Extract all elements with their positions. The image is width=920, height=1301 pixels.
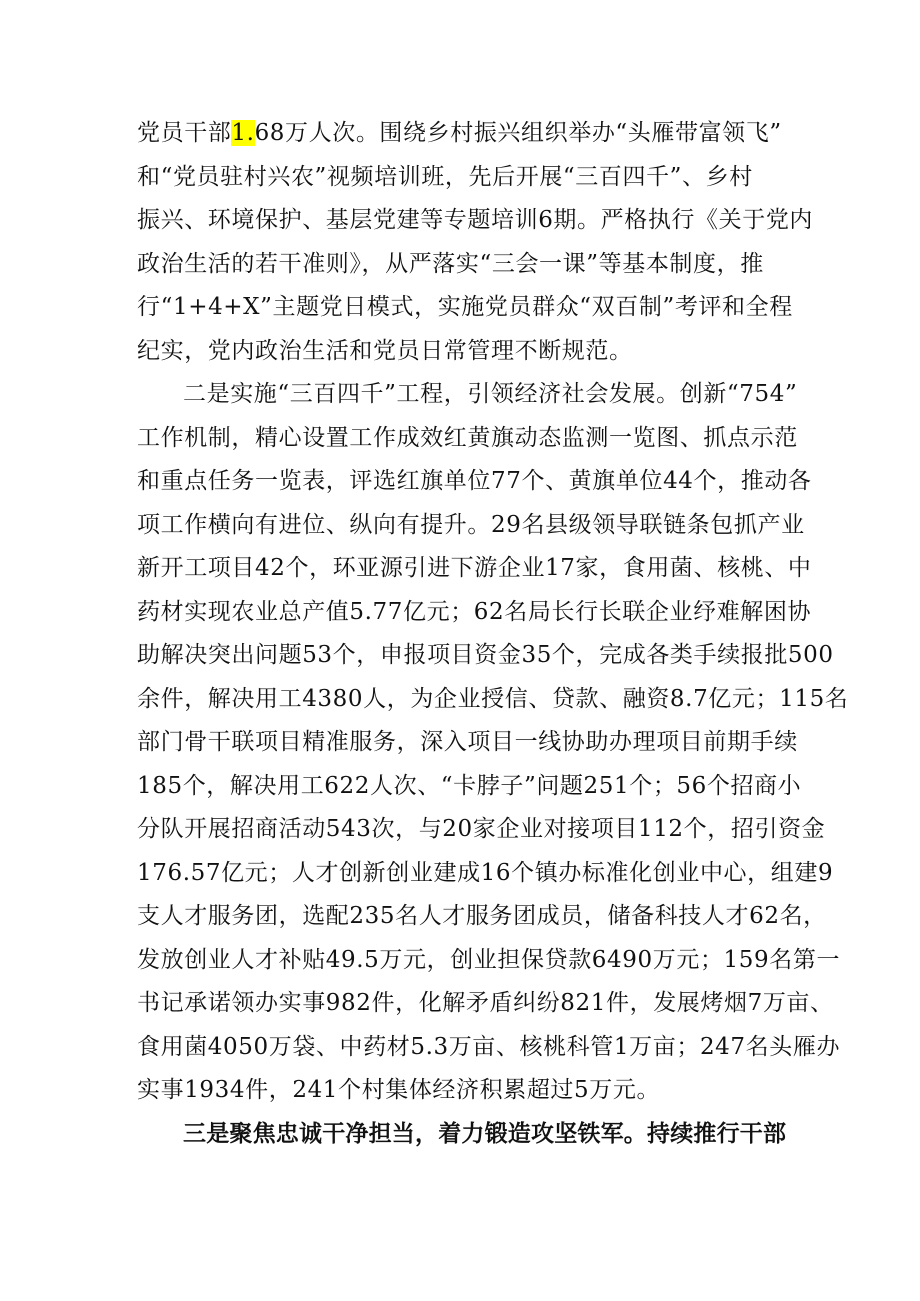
paragraph-2-line: 书记承诺领办实事982件，化解矛盾纠纷821件，发展烤烟7万亩、 xyxy=(137,990,834,1016)
paragraph-2-line: 食用菌4050万袋、中药材5.3万亩、核桃科管1万亩；247名头雁办 xyxy=(137,1033,841,1060)
paragraph-1 xyxy=(137,112,814,373)
paragraph-1-line: 纪实，党内政治生活和党员日常管理不断规范。 xyxy=(137,337,633,364)
paragraph-3-heading-line: 三是聚焦忠诚干净担当，着力锻造攻坚铁军。持续推行干部 xyxy=(183,1121,787,1147)
paragraph-2-line: 176.57亿元；人才创新创业建成16个镇办标准化创业中心，组建9 xyxy=(137,859,834,886)
paragraph-2-line: 部门骨干联项目精准服务，深入项目一线协助办理项目前期手续 xyxy=(137,729,798,755)
paragraph-1-line: 行“1+4+X”主题党日模式，实施党员群众“双百制”考评和全程 xyxy=(137,294,793,320)
paragraph-1-line-1 xyxy=(137,112,789,156)
paragraph-2-line: 项工作横向有进位、纵向有提升。29名县级领导联链条包抓产业 xyxy=(137,511,805,538)
paragraph-2-line: 实事1934件，241个村集体经济积累超过5万元。 xyxy=(137,1077,661,1103)
paragraph-2-line: 支人才服务团，选配235名人才服务团成员，储备科技人才62名， xyxy=(137,903,827,929)
paragraph-2-line: 新开工项目42个，环亚源引进下游企业17家，食用菌、核桃、中 xyxy=(137,555,812,581)
paragraph-2-line: 分队开展招商活动543次，与20家企业对接项目112个，招引资金 xyxy=(137,816,826,842)
paragraph-2-line: 和重点任务一览表，评选红旗单位77个、黄旗单位44个，推动各 xyxy=(137,468,812,494)
paragraph-2-first-line: 二是实施“三百四千”工程，引领经济社会发展。创新“754” xyxy=(183,381,798,407)
highlighted-text: 1. xyxy=(231,120,255,146)
paragraph-2-line: 185个，解决用工622人次、“卡脖子”问题251个；56个招商小 xyxy=(137,772,802,799)
paragraph-2-line: 工作机制，精心设置工作成效红黄旗动态监测一览图、抓点示范 xyxy=(137,424,798,451)
paragraph-2-line: 余件，解决用工4380人，为企业授信、贷款、融资8.7亿元；115名 xyxy=(137,685,849,712)
paragraph-2-line: 发放创业人才补贴49.5万元，创业担保贷款6490万元；159名第一 xyxy=(137,946,841,973)
paragraph-1-line: 政治生活的若干准则》，从严落实“三会一课”等基本制度，推 xyxy=(137,250,764,277)
line-1-suffix: 68万人次。围绕乡村振兴组织举办“头雁带富领飞” xyxy=(254,120,782,146)
paragraph-2-line: 助解决突出问题53个，申报项目资金35个，完成各类手续报批500 xyxy=(137,642,834,668)
paragraph-2 xyxy=(137,373,849,1113)
paragraph-1-line: 振兴、环境保护、基层党建等专题培训6期。严格执行《关于党内 xyxy=(137,207,814,233)
paragraph-1-line: 和“党员驻村兴农”视频培训班，先后开展“三百四千”、乡村 xyxy=(137,163,753,190)
line-1-prefix: 党员干部 xyxy=(137,120,232,146)
paragraph-3 xyxy=(137,1113,789,1157)
paragraph-2-line: 药材实现农业总产值5.77亿元；62名局长行长联企业纾难解困协 xyxy=(137,598,812,625)
